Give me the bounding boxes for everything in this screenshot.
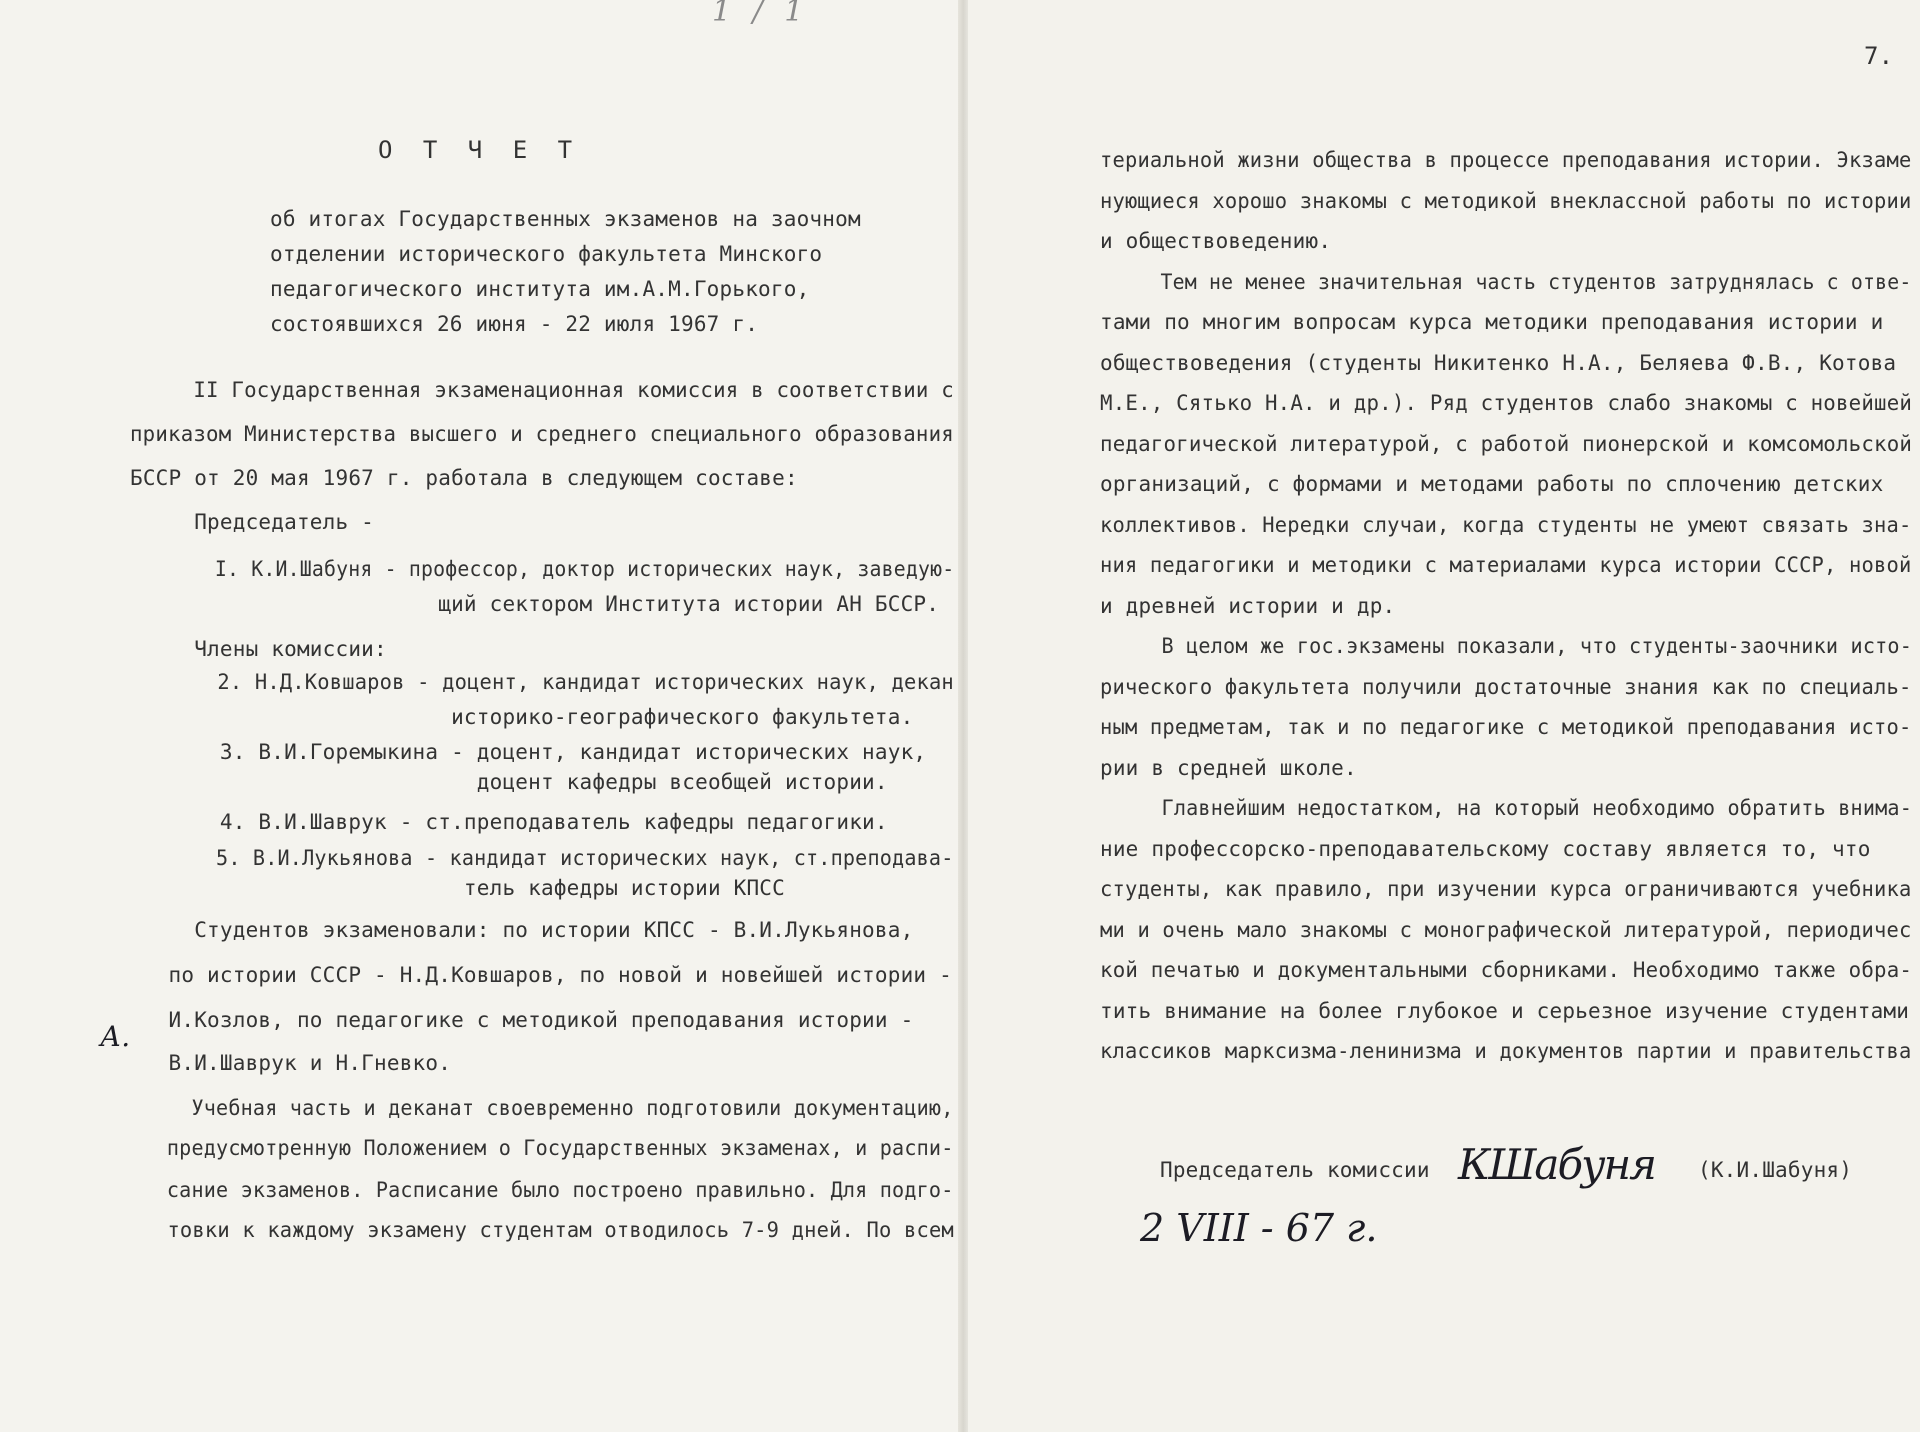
body-line: И.Козлов, по педагогике с методикой преподавания истории - xyxy=(130,1008,914,1032)
body-line: щий сектором Института истории АН БССР. xyxy=(130,592,940,616)
body-line: историко-географического факультета. xyxy=(130,705,914,729)
body-line: Учебная часть и деканат своевременно подготовили документацию, xyxy=(130,1096,954,1120)
handwritten-date: 2 VIII - 67 г. xyxy=(1140,1206,1378,1250)
body-line: студенты, как правило, при изучении курса ограничиваются учебника xyxy=(1100,877,1912,901)
subtitle-line: об итогах Государственных экзаменов на заочном xyxy=(270,207,861,231)
body-line: тить внимание на более глубокое и серьезное изучение студентами xyxy=(1100,998,1910,1023)
body-line: Тем не менее значительная часть студентов затруднялась с отве- xyxy=(1100,269,1912,294)
body-line: педагогической литературой, с работой пионерской и комсомольской xyxy=(1100,431,1913,456)
margin-marks: 1 / 1 xyxy=(712,0,810,29)
body-line: 3. В.И.Горемыкина - доцент, кандидат исторических наук, xyxy=(130,740,927,764)
body-line: Председатель - xyxy=(130,510,375,534)
body-line: М.Е., Сятько Н.А. и др.). Ряд студентов слабо знакомы с новейшей xyxy=(1100,391,1913,415)
body-line: рического факультета получили достаточные знания как по специаль- xyxy=(1100,674,1912,699)
body-line: БССР от 20 мая 1967 г. работала в следующем составе: xyxy=(130,466,798,490)
body-line: В.И.Шаврук и Н.Гневко. xyxy=(130,1051,452,1075)
handwritten-initial: А. xyxy=(100,1020,131,1053)
right-page xyxy=(968,0,1920,1432)
body-line: сание экзаменов. Расписание было построено правильно. Для подго- xyxy=(130,1178,954,1202)
body-line: обществоведения (студенты Никитенко Н.А., Беляева Ф.В., Котова xyxy=(1100,350,1897,375)
body-line: Члены комиссии: xyxy=(130,637,387,661)
body-line: 5. В.И.Лукьянова - кандидат исторических наук, ст.преподава- xyxy=(130,846,954,870)
body-line: ным предметам, так и по педагогике с методикой преподавания исто- xyxy=(1100,715,1912,739)
body-line: товки к каждому экзамену студентам отводилось 7-9 дней. По всем xyxy=(130,1218,954,1242)
subtitle-line: состоявшихся 26 июня - 22 июля 1967 г. xyxy=(270,312,759,336)
body-line: тель кафедры истории КПСС xyxy=(130,876,785,900)
body-line: классиков марксизма-ленинизма и документов партии и правительства xyxy=(1100,1039,1912,1063)
body-line: предусмотренную Положением о Государственных экзаменах, и распи- xyxy=(130,1136,954,1160)
body-line: кой печатью и документальными сборниками. Необходимо также обра- xyxy=(1100,958,1913,982)
body-line: организаций, с формами и методами работы по сплочению детских xyxy=(1100,472,1884,496)
body-line: коллективов. Нередки случаи, когда студенты не умеют связать зна- xyxy=(1100,512,1912,537)
body-line: 2. Н.Д.Ковшаров - доцент, кандидат исторических наук, декан xyxy=(130,670,954,694)
body-line: В целом же гос.экзамены показали, что студенты-заочники исто- xyxy=(1100,634,1913,658)
subtitle-line: отделении исторического факультета Минского xyxy=(270,242,823,266)
body-line: и обществоведению. xyxy=(1100,229,1332,253)
body-line: териальной жизни общества в процессе преподавания истории. Экзаме xyxy=(1100,148,1912,172)
signature-label: Председатель комиссии xyxy=(1160,1158,1430,1182)
body-line: рии в средней школе. xyxy=(1100,755,1357,780)
signature: КШабуня xyxy=(1458,1140,1655,1189)
body-line: Студентов экзаменовали: по истории КПСС - В.И.Лукьянова, xyxy=(130,918,914,942)
body-line: приказом Министерства высшего и среднего специального образования xyxy=(130,422,954,446)
signature-name: (К.И.Шабуня) xyxy=(1698,1158,1853,1182)
body-line: II Государственная экзаменационная комиссия в соответствии с xyxy=(130,378,954,402)
body-line: тами по многим вопросам курса методики преподавания истории и xyxy=(1100,310,1884,334)
document-title: О Т Ч Е Т xyxy=(378,136,581,164)
body-line: доцент кафедры всеобщей истории. xyxy=(130,770,888,794)
page-number: 7. xyxy=(1864,42,1894,70)
body-line: 4. В.И.Шаврук - ст.преподаватель кафедры педагогики. xyxy=(130,810,888,834)
body-line: ми и очень мало знакомы с монографической литературой, периодичес xyxy=(1100,917,1912,942)
body-line: ние профессорско-преподавательскому составу является то, что xyxy=(1100,836,1871,861)
body-line: по истории СССР - Н.Д.Ковшаров, по новой и новейшей истории - xyxy=(130,963,952,987)
body-line: I. К.И.Шабуня - профессор, доктор исторических наук, заведую- xyxy=(130,557,955,581)
body-line: нующиеся хорошо знакомы с методикой внеклассной работы по истории xyxy=(1100,188,1912,213)
body-line: и древней истории и др. xyxy=(1100,593,1396,618)
body-line: Главнейшим недостатком, на который необходимо обратить внима- xyxy=(1100,796,1913,820)
body-line: ния педагогики и методики с материалами курса истории СССР, новой xyxy=(1100,553,1912,577)
subtitle-line: педагогического института им.А.М.Горького, xyxy=(270,277,810,301)
